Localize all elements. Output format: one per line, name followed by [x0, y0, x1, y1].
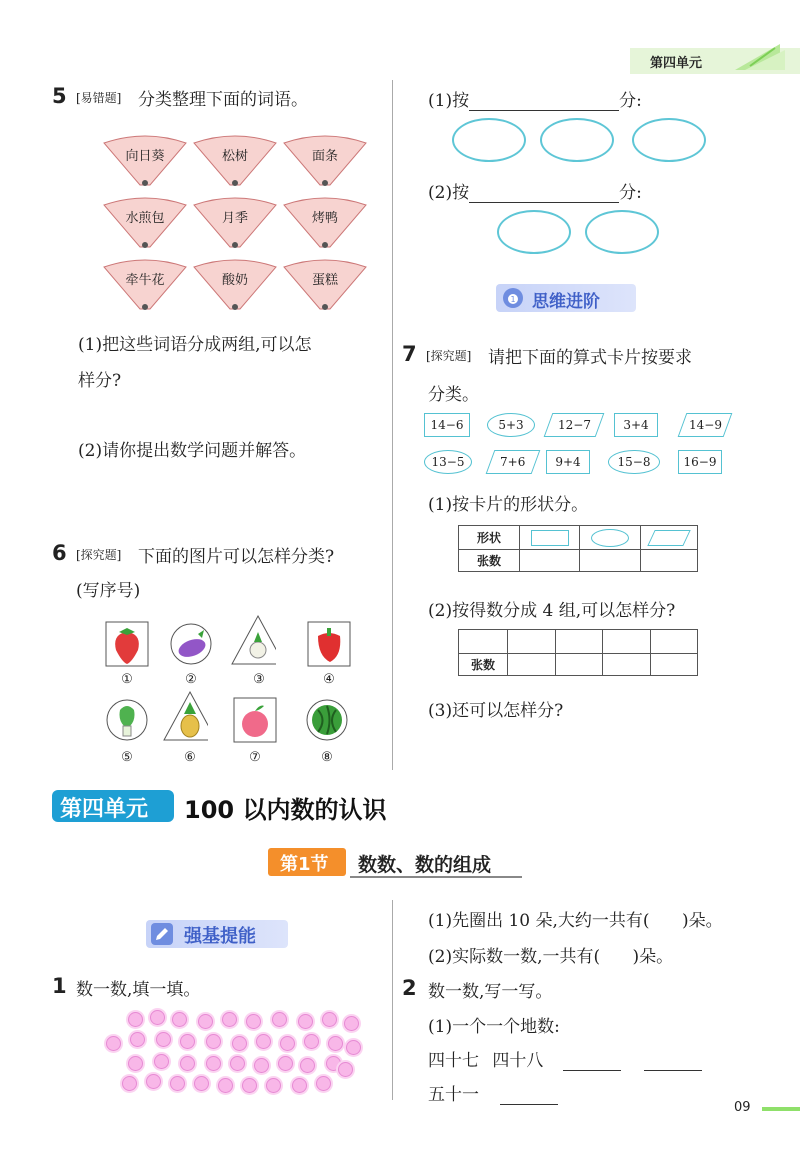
flower-icon [122, 1076, 137, 1091]
flower-icon [206, 1034, 221, 1049]
answer-cell[interactable] [603, 630, 651, 654]
q5-right-line2 [428, 178, 642, 203]
q5-sub1-line2: 样分? [78, 371, 122, 391]
fan-card [282, 197, 368, 249]
card-label: 5+3 [498, 418, 524, 432]
q5-right-line2-pre: (2)按 [428, 183, 470, 203]
q5-sub2: (2)请你提出数学问题并解答。 [78, 441, 307, 461]
flower-icon [254, 1058, 269, 1073]
column-divider [392, 80, 393, 770]
answer-cell[interactable] [555, 630, 603, 654]
answer-cell[interactable] [580, 550, 640, 572]
flower-icon [146, 1074, 161, 1089]
answer-oval[interactable] [632, 118, 706, 162]
card-parallelogram [486, 450, 541, 474]
table-cell [520, 526, 580, 550]
card-oval [608, 450, 660, 474]
q5-tag: [易错题] [76, 91, 122, 105]
answer-blank[interactable] [644, 1052, 702, 1071]
flower-icon [222, 1012, 237, 1027]
medal-icon [502, 287, 524, 309]
flower-icon [344, 1016, 359, 1031]
fan-card [102, 135, 188, 187]
q5-right-line1-pre: (1)按 [428, 91, 470, 111]
q7-title-line1: 请把下面的算式卡片按要求 [488, 348, 692, 368]
answer-cell[interactable] [459, 630, 508, 654]
answer-cell[interactable] [555, 654, 603, 676]
answer-cell[interactable] [650, 630, 698, 654]
card-label: 7+6 [500, 455, 526, 469]
flower-icon [266, 1078, 281, 1093]
pepper-square-icon [306, 620, 352, 672]
card-oval [487, 413, 535, 437]
section-banner-label: 第1节 [280, 854, 329, 875]
flower-icon [198, 1014, 213, 1029]
flower-icon [218, 1078, 233, 1093]
count-word: 四十七 [428, 1051, 479, 1071]
q5-right-line1 [428, 86, 642, 111]
fan-label: 蛋糕 [311, 273, 338, 288]
q2-sub1: (1)一个一个地数: [428, 1017, 560, 1037]
unit-banner-label: 第四单元 [60, 797, 149, 822]
picture-number: ⑥ [184, 750, 196, 765]
q7-title-line2: 分类。 [428, 385, 479, 405]
q5-sub1-line1: (1)把这些词语分成两组,可以怎 [78, 335, 312, 355]
pencil-icon [150, 922, 174, 946]
flower-icon [206, 1056, 221, 1071]
flower-icon [338, 1062, 353, 1077]
fan-label: 酸奶 [221, 273, 248, 288]
q5-title: 分类整理下面的词语。 [138, 90, 308, 110]
q5-right-line1-post: 分: [619, 91, 642, 111]
q7-sub2: (2)按得数分成 4 组,可以怎样分? [428, 601, 676, 621]
fan-card [192, 135, 278, 187]
flower-icon [180, 1034, 195, 1049]
answer-cell[interactable] [640, 550, 697, 572]
card-label: 14−6 [430, 418, 464, 432]
q5-number: 5 [52, 84, 67, 108]
bokchoy-circle-icon [104, 696, 150, 748]
picture-number: ② [185, 672, 197, 687]
fan-label: 烤鸭 [311, 211, 338, 226]
table-header: 形状 [459, 526, 520, 550]
q6-subtitle: (写序号) [76, 581, 141, 601]
fan-card [192, 259, 278, 311]
card-label: 15−8 [617, 455, 651, 469]
flower-icon [346, 1040, 361, 1055]
fan-label: 月季 [221, 211, 248, 226]
answer-cell[interactable] [650, 654, 698, 676]
card-parallelogram [544, 413, 605, 437]
card-label: 13−5 [431, 455, 465, 469]
card-rectangle [614, 413, 658, 437]
count-word: 五十一 [428, 1085, 479, 1105]
card-rectangle [678, 450, 722, 474]
column-divider-bottom [392, 900, 393, 1100]
table-header: 张数 [459, 550, 520, 572]
flower-icon [322, 1012, 337, 1027]
footer-bar [762, 1107, 800, 1111]
q2-row1 [428, 1046, 702, 1071]
apple-square-icon [232, 696, 278, 748]
flower-icon [156, 1032, 171, 1047]
picture-number: ⑧ [321, 750, 333, 765]
picture-number: ④ [323, 672, 335, 687]
flower-icon [280, 1036, 295, 1051]
q6-number: 6 [52, 541, 67, 565]
fan-card [282, 135, 368, 187]
flower-icon [328, 1036, 343, 1051]
pineapple-triangle-icon [162, 690, 208, 742]
fan-card [282, 259, 368, 311]
answer-blank[interactable] [563, 1052, 621, 1071]
table-header: 张数 [459, 654, 508, 676]
unit-banner-title: 100 以内数的认识 [184, 796, 387, 824]
answer-blank[interactable] [469, 184, 619, 203]
flower-icon [232, 1036, 247, 1051]
section-banner-title: 数数、数的组成 [358, 854, 492, 876]
q1-number: 1 [52, 974, 67, 998]
flower-icon [242, 1078, 257, 1093]
answer-oval[interactable] [540, 118, 614, 162]
result-table [458, 629, 698, 676]
eggplant-circle-icon [168, 620, 214, 672]
q1-right-line1: (1)先圈出 10 朵,大约一共有( )朵。 [428, 911, 723, 931]
flower-icon [272, 1012, 287, 1027]
flower-icon [256, 1034, 271, 1049]
fan-label: 向日葵 [125, 149, 165, 164]
flower-icon [150, 1010, 165, 1025]
q2-title: 数一数,写一写。 [428, 982, 553, 1002]
card-rectangle [546, 450, 590, 474]
card-label: 14−9 [688, 418, 722, 432]
answer-oval[interactable] [497, 210, 571, 254]
answer-blank[interactable] [500, 1086, 558, 1105]
fan-card [102, 259, 188, 311]
q7-tag: [探究题] [426, 349, 472, 363]
fan-label: 面条 [311, 149, 338, 164]
answer-cell[interactable] [508, 654, 556, 676]
card-label: 16−9 [683, 455, 717, 469]
radish-triangle-icon [230, 614, 276, 666]
fan-label: 松树 [221, 149, 248, 164]
answer-oval[interactable] [452, 118, 526, 162]
page-number: 09 [734, 1100, 751, 1115]
picture-number: ⑦ [249, 750, 261, 765]
flower-icon [172, 1012, 187, 1027]
watermelon-circle-icon [304, 696, 350, 748]
flower-icon [128, 1056, 143, 1071]
card-rectangle [424, 413, 470, 437]
flower-icon [194, 1076, 209, 1091]
flower-icon [246, 1014, 261, 1029]
flower-icon [300, 1058, 315, 1073]
flower-icon [130, 1032, 145, 1047]
q1-title: 数一数,填一填。 [76, 980, 201, 1000]
flower-icon [230, 1056, 245, 1071]
flower-icon [292, 1078, 307, 1093]
answer-oval[interactable] [585, 210, 659, 254]
card-label: 9+4 [555, 455, 581, 469]
flower-icon [298, 1014, 313, 1029]
flower-icon [180, 1056, 195, 1071]
flower-icon [170, 1076, 185, 1091]
strawberry-square-icon [104, 620, 150, 672]
fan-label: 牵牛花 [125, 273, 165, 288]
flower-icon [106, 1036, 121, 1051]
advance-badge-label: 思维进阶 [532, 292, 600, 312]
flower-icon [154, 1054, 169, 1069]
picture-number: ③ [253, 672, 265, 687]
picture-number: ① [121, 672, 133, 687]
unit-tab: 第四单元 [650, 56, 703, 71]
q2-row2 [428, 1080, 558, 1105]
fan-label: 水煎包 [125, 211, 165, 226]
table-cell [640, 526, 697, 550]
card-label: 12−7 [557, 418, 591, 432]
flower-icon [316, 1076, 331, 1091]
card-oval [424, 450, 472, 474]
card-parallelogram [678, 413, 733, 437]
q6-title: 下面的图片可以怎样分类? [138, 547, 335, 567]
fan-card [192, 197, 278, 249]
table-cell [580, 526, 640, 550]
picture-number: ⑤ [121, 750, 133, 765]
q7-sub3: (3)还可以怎样分? [428, 701, 564, 721]
header-decoration-icon [730, 42, 790, 72]
count-word: 四十八 [492, 1051, 544, 1071]
q2-number: 2 [402, 976, 417, 1000]
q1-right-line2: (2)实际数一数,一共有( )朵。 [428, 947, 674, 967]
svg-text:1: 1 [510, 295, 516, 304]
flower-icon [128, 1012, 143, 1027]
card-label: 3+4 [623, 418, 649, 432]
answer-cell[interactable] [508, 630, 556, 654]
answer-cell[interactable] [603, 654, 651, 676]
q5-right-line2-post: 分: [619, 183, 642, 203]
basic-badge-label: 强基提能 [184, 926, 256, 947]
flower-icon [304, 1034, 319, 1049]
answer-blank[interactable] [469, 92, 619, 111]
flower-icon [278, 1056, 293, 1071]
q6-tag: [探究题] [76, 548, 122, 562]
fan-card [102, 197, 188, 249]
q7-sub1: (1)按卡片的形状分。 [428, 495, 589, 515]
shape-table [458, 525, 698, 572]
answer-cell[interactable] [520, 550, 580, 572]
q7-number: 7 [402, 342, 417, 366]
